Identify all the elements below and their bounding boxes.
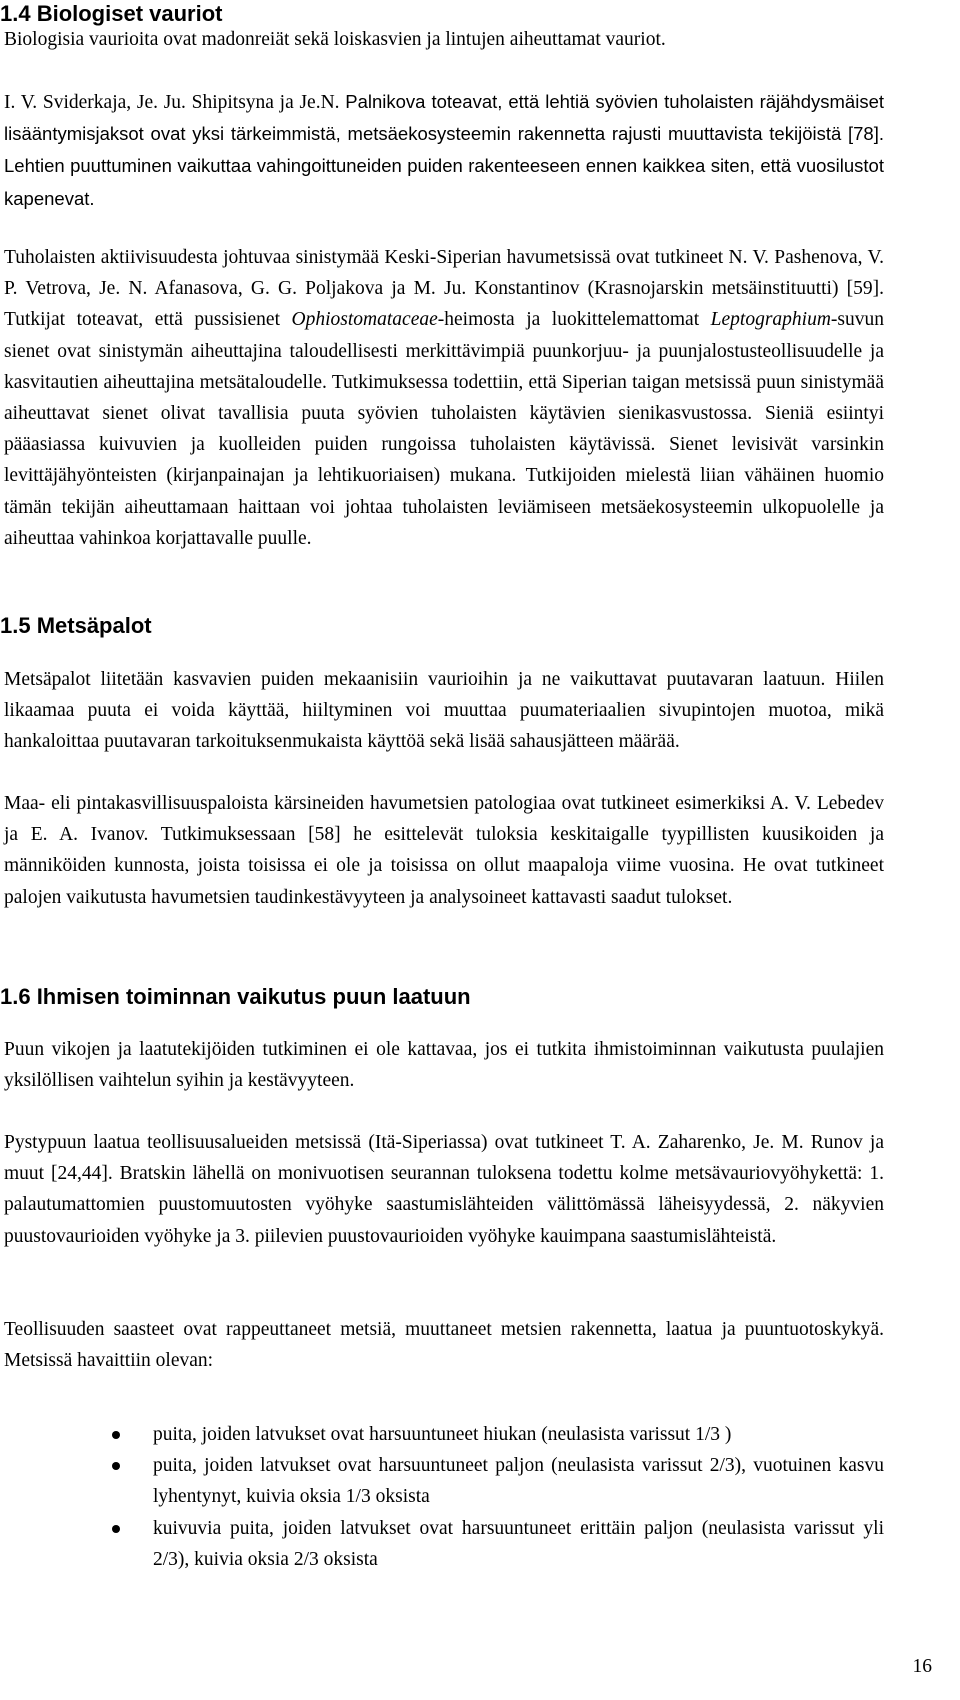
list-item — [0, 1513, 884, 1575]
paragraph-blue-stain-text-a: Tuholaisten aktiivisuudesta johtuvaa sinistymää Keski-Siperian havumetsissä ovat tutkineet N. V. Pashenova, V. P. Vetrova, Je. N. Afanasova, G. G. Poljakova ja M. Ju. Konstantinov (Krasnojarskin metsäinstituutti) [59]. Tutkijat toteavat, että pussisienet — [4, 247, 884, 331]
bullet-dot-icon — [112, 1525, 120, 1533]
paragraph-blue-stain — [4, 242, 884, 554]
list-item-text: kuivuvia puita, joiden latvukset ovat harsuuntuneet erittäin paljon (neulasista varissut yli 2/3), kuivia oksia 2/3 oksista — [153, 1517, 884, 1570]
bullet-dot-icon — [112, 1431, 120, 1439]
taxon-ophiostomataceae: Ophiostomataceae — [291, 309, 438, 331]
paragraph-ground-fires: Maa- eli pintakasvillisuuspaloista kärsineiden havumetsien patologiaa ovat tutkineet esimerkiksi A. V. Lebedev ja E. A. Ivanov. Tutkimuksessaan [58] he esittelevät tuloksia keskitaigalle tyypillisten kuusikoiden ja männiköiden kunnosta, joista toisissa ei ole ja toisissa on ollut maapaloja viime vuosina. He ovat tutkineet palojen vaikutusta havumetsien taudinkestävyyteen ja analysoineet kattavasti saadut tulokset. — [4, 793, 884, 908]
page-number: 16 — [912, 1656, 932, 1677]
bullet-dot-icon — [112, 1462, 120, 1470]
paragraph-leaf-pests-body: Palnikova toteavat, että lehtiä syövien tuholaisten räjähdysmäiset lisääntymisjaksot ovat yksi tärkeimmistä, metsäekosysteemin rakennetta rajusti muuttavista tekijöistä [78]. Lehtien puuttuminen vaikuttaa vahingoittuneiden puiden rakenteeseen ennen kaikkea siten, että vuosilustot kapenevat. — [4, 91, 884, 209]
list-item-text: puita, joiden latvukset ovat harsuuntuneet hiukan (neulasista varissut 1/3 ) — [153, 1424, 732, 1445]
paragraph-blue-stain-text-c: -suvun sienet ovat sinistymän aiheuttajina taloudellisesti merkittävimpiä puunkorjuu- ja puunjalostusteollisuudelle ja kasvitautien aiheuttajina metsätaloudelle. Tutkimuksessa todettiin, että Siperian taigan metsissä puun sinistymää aiheuttavat sienet olivat tavallisia puuta syövien tuholaisten käytävien sienikasvustossa. Sieniä esiintyi pääasiassa kuivuvien ja kuolleiden puiden rungoissa tuholaisten käytävissä. Sienet levisivät varsinkin levittäjähyönteisten (kirjanpainajan ja lehtikuoriaisen) mukana. Tutkijoiden mielestä liian vähäinen huomio tämän tekijän aiheuttamaan haittaan voi johtaa tuholaisten leviämiseen metsäekosysteemin ulkopuolelle ja aiheuttaa vahinkoa korjattavalle puulle. — [4, 309, 885, 549]
paragraph-pollution: Teollisuuden saasteet ovat rappeuttaneet metsiä, muuttaneet metsien rakennetta, laatua ja puuntuotoskykyä. Metsissä havaittiin olevan: — [4, 1319, 884, 1372]
paragraph-blue-stain-text-b: -heimosta ja luokittelemattomat — [437, 309, 711, 331]
paragraph-authors: I. V. Sviderkaja, Je. Ju. Shipitsyna ja Je.N. — [4, 92, 340, 113]
section-heading-1-5: 1.5 Metsäpalot — [0, 613, 152, 638]
paragraph-biological-damage: Biologisia vaurioita ovat madonreiät sekä loiskasvien ja lintujen aiheuttamat vauriot. — [4, 29, 666, 50]
damage-class-list — [0, 1419, 884, 1575]
section-heading-1-6: 1.6 Ihmisen toiminnan vaikutus puun laatuun — [0, 984, 471, 1009]
paragraph-industrial-forests: Pystypuun laatua teollisuusalueiden metsissä (Itä-Siperiassa) ovat tutkineet T. A. Zaharenko, Je. M. Runov ja muut [24,44]. Bratskin lähellä on monivuotisen seurannan tuloksena todettu kolme metsävauriovyöhykettä: 1. palautumattomien puustomuutosten vyöhyke saastumislähteiden välittömässä läheisyydessä, 2. näkyvien puustovaurioiden vyöhyke ja 3. piilevien puustovaurioiden vyöhyke kauimpana saastumislähteistä. — [4, 1132, 884, 1247]
list-item-text: puita, joiden latvukset ovat harsuuntuneet paljon (neulasista varissut 2/3), vuotuinen kasvu lyhentynyt, kuivia oksia 1/3 oksista — [153, 1455, 884, 1508]
paragraph-leaf-pests — [4, 86, 884, 215]
section-heading-1-4: 1.4 Biologiset vauriot — [0, 1, 223, 26]
taxon-leptographium: Leptographium — [710, 309, 831, 331]
list-item — [0, 1419, 884, 1450]
paragraph-human-impact: Puun vikojen ja laatutekijöiden tutkiminen ei ole kattavaa, jos ei tutkita ihmistoiminnan vaikutusta puulajien yksilöllisen vaihtelun syihin ja kestävyyteen. — [4, 1039, 884, 1092]
paragraph-forest-fires: Metsäpalot liitetään kasvavien puiden mekaanisiin vaurioihin ja ne vaikuttavat puutavaran laatuun. Hiilen likaamaa puuta ei voida käyttää, hiiltyminen voi muuttaa puumateriaalien sivupintojen muotoa, mikä hankaloittaa puutavaran tarkoituksenmukaista käyttöä sekä lisää sahausjätteen määrää. — [4, 669, 884, 753]
list-item — [0, 1450, 884, 1512]
